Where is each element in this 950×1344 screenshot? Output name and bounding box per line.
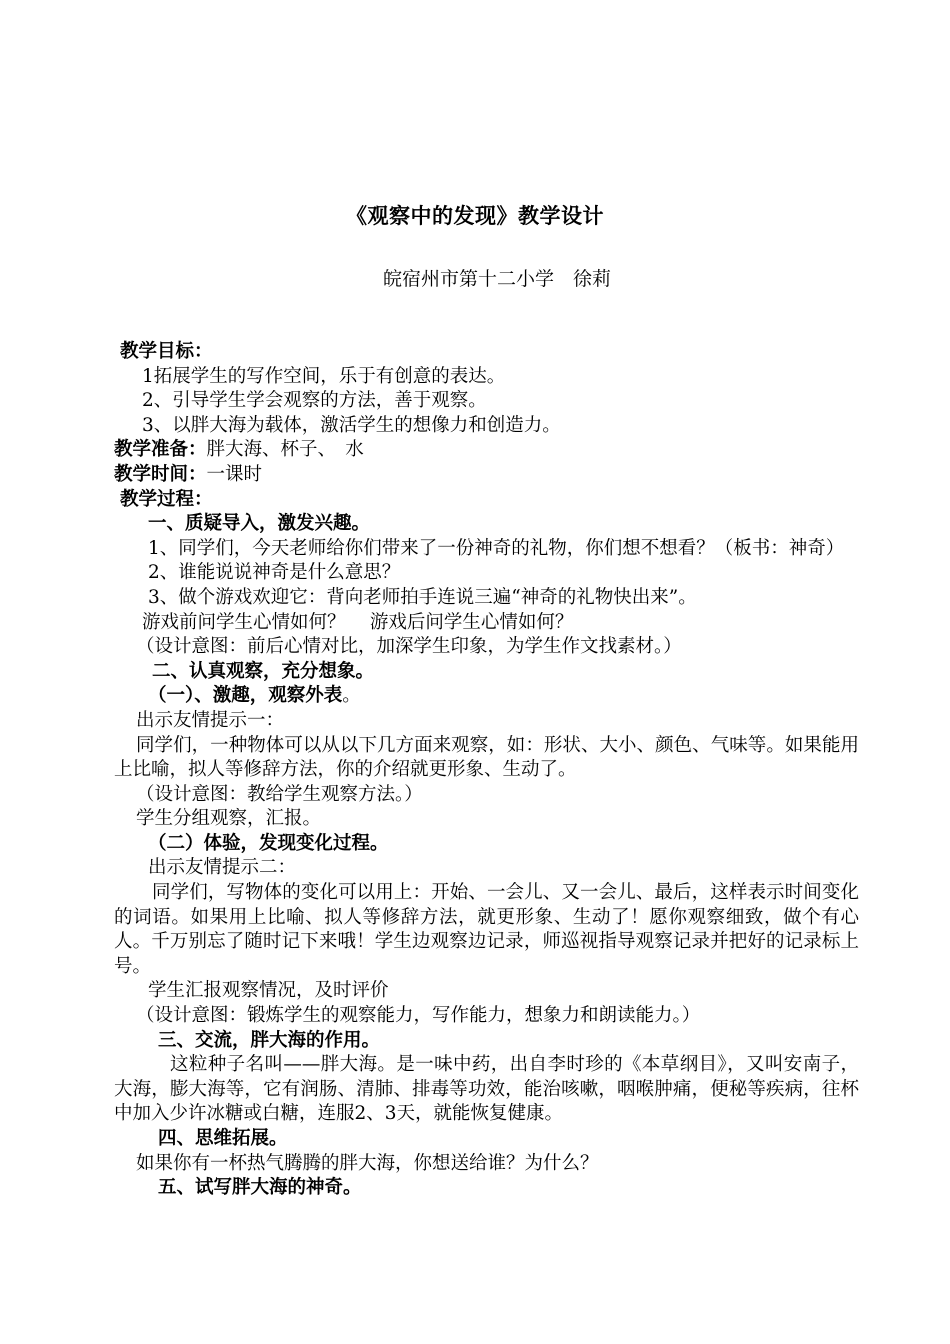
section-2-heading: 二、认真观察，充分想象。: [152, 660, 375, 682]
section-2b-paragraph-1: 同学们，写物体的变化可以用上：开始、一会儿、又一会儿、最后，这样表示时间变化的词语。如果用上比喻、拟人等修辞方法，就更形象、生动了！愿你观察细致，做个有心人。千万别忘了随时记下来哦！学生边观察边记录，师巡视指导观察记录并把好的记录标上号。: [114, 882, 859, 977]
section-3-heading: 三、交流，胖大海的作用。: [158, 1029, 381, 1051]
prep-label: 教学准备：: [114, 439, 207, 461]
section-1-paragraph-1: 1、同学们，今天老师给你们带来了一份神奇的礼物，你们想不想看？（板书：神奇）: [148, 537, 845, 559]
section-2a-heading: （一）、激趣，观察外表: [148, 685, 343, 707]
section-2a-tip: 出示友情提示一：: [136, 709, 285, 731]
document-title: 《观察中的发现》教学设计: [346, 204, 604, 228]
section-3-paragraph-1: 这粒种子名叫——胖大海。是一味中药，出自李时珍的《本草纲目》，又叫安南子，大海，膨大海等，它有润肠、清肺、排毒等功效，能治咳嗽，咽喉肿痛，便秘等疾病，往杯中加入少许冰糖或白糖，连服2、3天，就能恢复健康。: [114, 1054, 859, 1125]
section-2a-paragraph-1: 同学们，一种物体可以从以下几方面来观察，如：形状、大小、颜色、气味等。如果能用上比喻，拟人等修辞方法，你的介绍就更形象、生动了。: [114, 734, 859, 781]
section-2b-paragraph-2: 学生汇报观察情况，及时评价: [148, 980, 389, 1002]
section-2a-paragraph-3: 学生分组观察，汇报。: [136, 808, 322, 830]
section-1-heading: 一、质疑导入，激发兴趣。: [148, 513, 371, 535]
section-1-paragraph-3: 3、做个游戏欢迎它：背向老师拍手连说三遍“神奇的礼物快出来”。: [148, 586, 697, 608]
time-value: 一课时: [206, 463, 263, 485]
section-1-design-note: （设计意图：前后心情对比，加深学生印象，为学生作文找素材。）: [136, 636, 682, 658]
section-4-heading: 四、思维拓展。: [158, 1128, 288, 1149]
document-body: [114, 340, 859, 1201]
section-2b-tip: 出示友情提示二：: [148, 857, 297, 879]
section-5-heading: 五、试写胖大海的神奇。: [158, 1177, 362, 1199]
section-2a-heading-tail: 。: [342, 685, 361, 707]
prep-value: 胖大海、杯子、 水: [206, 439, 364, 461]
time-line: [114, 463, 859, 488]
goal-item-3: 3、以胖大海为载体，激活学生的想像力和创造力。: [142, 414, 561, 436]
document-author: 皖宿州市第十二小学 徐莉: [383, 268, 612, 290]
section-2a-heading-line: [114, 684, 859, 709]
section-2b-design-note: （设计意图：锻炼学生的观察能力，写作能力，想象力和朗读能力。）: [136, 1005, 701, 1027]
prep-line: [114, 438, 859, 463]
section-2a-design-note: （设计意图：教给学生观察方法。）: [136, 783, 423, 805]
section-4-paragraph-1: 如果你有一杯热气腾腾的胖大海，你想送给谁？为什么？: [136, 1152, 599, 1174]
goals-heading: 教学目标：: [120, 341, 213, 362]
time-label: 教学时间：: [114, 463, 207, 485]
section-1-paragraph-4: 游戏前问学生心情如何？ 游戏后问学生心情如何？: [142, 611, 574, 633]
process-heading: 教学过程：: [120, 488, 213, 510]
goal-item-1: 1拓展学生的写作空间，乐于有创意的表达。: [142, 365, 506, 387]
section-1-paragraph-2: 2、谁能说说神奇是什么意思？: [148, 562, 401, 584]
section-2b-heading: （二）体验，发现变化过程。: [148, 832, 389, 854]
goal-item-2: 2、引导学生学会观察的方法，善于观察。: [142, 390, 487, 412]
